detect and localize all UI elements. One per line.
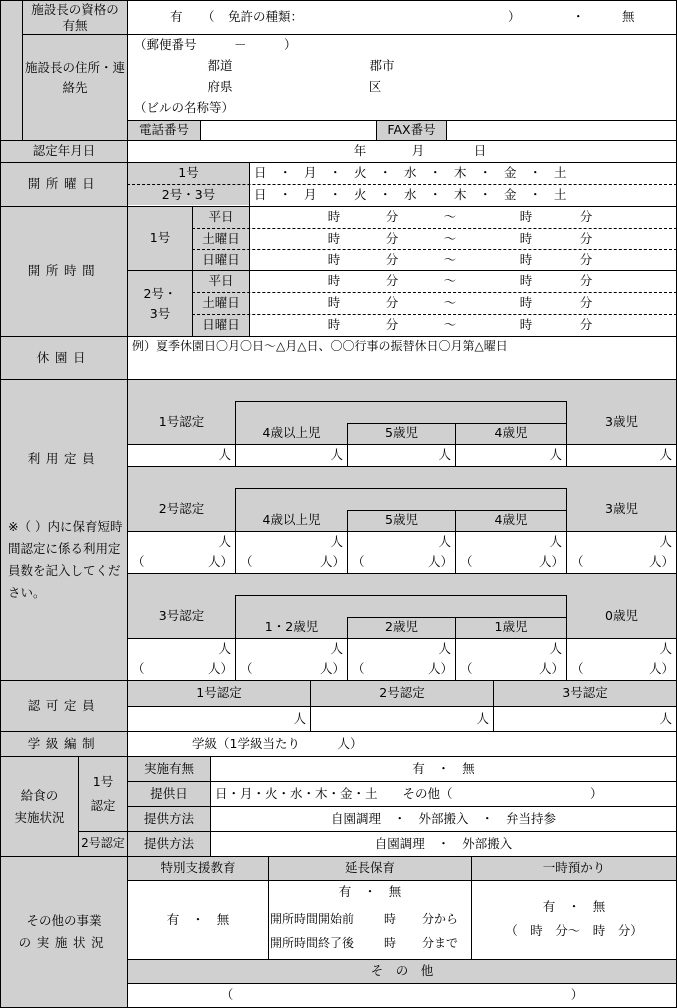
director-address-label-text: 施設長の住所・連絡先	[25, 59, 126, 95]
cap3-age-sub1: 2歳児	[385, 619, 418, 635]
open-hours-start-hour[interactable]: 時	[327, 231, 341, 247]
cap1-group-label: 1号認定	[158, 414, 205, 430]
paren-open: （	[571, 660, 584, 676]
cap3-short-value-0[interactable]	[128, 659, 235, 679]
open-hours-start-hour[interactable]: 時	[327, 317, 341, 333]
cap3-value-2[interactable]: 人	[438, 640, 451, 656]
other-label: そ の 他	[370, 963, 434, 979]
extended-before-from: 分から	[422, 912, 459, 927]
meals-method1-label: 提供方法	[143, 810, 194, 826]
director-qualification-label	[23, 1, 127, 34]
cert-year[interactable]: 年	[353, 143, 367, 159]
open-hours-end-hour[interactable]: 時	[519, 295, 533, 311]
paren-close: ）	[508, 9, 521, 25]
extended-before-label: 開所時間開始前	[270, 912, 355, 927]
open-days-group1: 1号	[178, 165, 199, 181]
cert-month[interactable]: 月	[411, 143, 425, 159]
paren-close-unit: 人）	[207, 553, 233, 569]
cap1-value-1[interactable]: 人	[330, 446, 343, 462]
meals-label-line1: 給食の	[20, 787, 59, 803]
cap3-short-value-4[interactable]	[567, 659, 676, 679]
open-hours-end-minute[interactable]: 分	[579, 209, 593, 225]
open-hours-start-minute[interactable]: 分	[385, 209, 399, 225]
closed-days-example[interactable]: 例）夏季休園日〇月〇日～△月△日、〇〇行事の振替休日〇月第△曜日	[132, 339, 508, 353]
capacity-note: ※（ ）内に保育短時間認定に係る利用定員数を記入してください。	[8, 519, 123, 600]
city-line1: 郡市	[369, 57, 395, 73]
open-hours-end-hour[interactable]: 時	[519, 231, 533, 247]
paren-open: （	[460, 553, 473, 569]
other-services-label-line1: その他の事業	[26, 913, 102, 928]
separator-dot: ・	[572, 9, 585, 25]
special-support-label: 特別支援教育	[160, 860, 236, 876]
cert-date-label: 認定年月日	[32, 143, 96, 159]
fax-input[interactable]	[447, 121, 676, 140]
cap2-age-sub1: 5歳児	[385, 512, 418, 528]
postal-code[interactable]: （郵便番号 － ）	[134, 36, 297, 52]
open-hours-end-hour[interactable]: 時	[519, 317, 533, 333]
other-value[interactable]: （ ）	[220, 987, 584, 1003]
cap3-short-value-1[interactable]	[236, 659, 347, 679]
cap2-short-value-2[interactable]	[348, 552, 455, 572]
paren-close-unit: 人）	[427, 660, 453, 676]
cap2-short-value-4[interactable]	[567, 552, 676, 572]
open-hours-start-minute[interactable]: 分	[385, 252, 399, 268]
open-hours-row-label: 平日	[208, 209, 234, 225]
cap1-age-sub2: 4歳児	[494, 425, 528, 441]
open-days-label: 開所曜日	[27, 176, 101, 192]
cert-day[interactable]: 日	[473, 143, 487, 159]
approved-label: 認可定員	[27, 697, 101, 713]
open-hours-start-hour[interactable]: 時	[327, 252, 341, 268]
open-hours-tilde: ～	[443, 231, 457, 247]
paren-close-unit: 人）	[538, 660, 564, 676]
license-type-label: 免許の種類：	[228, 9, 304, 25]
paren-close-unit: 人）	[648, 553, 674, 569]
open-hours-tilde: ～	[443, 252, 457, 268]
closed-days-label: 休園日	[36, 349, 92, 365]
meals-method2-value[interactable]: 自園調理 ・ 外部搬入	[374, 835, 513, 851]
cap3-group-label: 3号認定	[158, 608, 205, 624]
other-services-label-line2: の実施状況	[18, 935, 110, 950]
other-services-label	[1, 857, 127, 1007]
extended-before-row[interactable]	[266, 909, 471, 931]
open-hours-end-minute[interactable]: 分	[579, 252, 593, 268]
open-hours-tilde: ～	[443, 209, 457, 225]
phone-label: 電話番号	[138, 122, 189, 138]
open-hours-end-hour[interactable]: 時	[519, 273, 533, 289]
open-hours-end-hour[interactable]: 時	[519, 252, 533, 268]
cap1-value-2[interactable]: 人	[438, 446, 451, 462]
paren-open: （	[202, 9, 215, 25]
side-strip	[0, 0, 22, 140]
open-hours-row-label: 日曜日	[202, 252, 240, 268]
open-days-row1-days[interactable]: 日 ・ 月 ・ 火 ・ 水 ・ 木 ・ 金 ・ 土	[254, 165, 567, 181]
extended-care-value[interactable]: 有 ・ 無	[338, 883, 402, 899]
extended-after-hour: 時	[384, 936, 397, 951]
approved-c1: 1号認定	[196, 685, 242, 701]
open-hours-group23-line2: 3号	[149, 305, 171, 321]
cap1-value-0[interactable]: 人	[218, 446, 231, 462]
prefecture-line1: 都道	[207, 57, 233, 73]
extended-care-label: 延長保育	[344, 860, 395, 876]
approved-c2: 2号認定	[379, 685, 425, 701]
director-address-label	[23, 35, 127, 120]
meals-group1-line1: 1号	[92, 774, 114, 789]
cap3-age-last: 0歳児	[605, 608, 638, 624]
cap3-age-main: 1・2歳児	[264, 619, 319, 635]
cap1-age-sub1: 5歳児	[385, 425, 418, 441]
cap2-value-3[interactable]: 人	[549, 533, 562, 549]
paren-close-unit: 人）	[319, 660, 345, 676]
meals-group1	[79, 757, 127, 831]
cap3-short-value-3[interactable]	[456, 659, 566, 679]
meals-group2: 2号認定	[81, 836, 125, 851]
meals-method2-label: 提供方法	[143, 835, 194, 851]
meals-impl-value[interactable]: 有 ・ 無	[412, 760, 475, 776]
open-hours-start-minute[interactable]: 分	[385, 231, 399, 247]
open-hours-tilde: ～	[443, 273, 457, 289]
open-hours-start-minute[interactable]: 分	[385, 273, 399, 289]
director-qualification-label-text: 施設長の資格の有無	[31, 1, 119, 33]
approved-c2-value[interactable]: 人	[476, 710, 489, 726]
open-hours-start-hour[interactable]: 時	[327, 209, 341, 225]
open-hours-tilde: ～	[443, 317, 457, 333]
cap2-short-value-1[interactable]	[236, 552, 347, 572]
cap3-age-sub2: 1歳児	[494, 619, 528, 635]
phone-input[interactable]	[201, 121, 376, 140]
cap1-age-main: 4歳以上児	[262, 425, 321, 441]
open-hours-group23-line1: 2号・	[143, 285, 177, 301]
cap2-value-0[interactable]: 人	[218, 533, 231, 549]
classes-value[interactable]: 学級（1学級当たり 人）	[192, 735, 363, 751]
temporary-care-time[interactable]: （ 時 分～ 時 分）	[505, 922, 643, 938]
open-hours-start-minute[interactable]: 分	[385, 295, 399, 311]
paren-close-unit: 人）	[207, 660, 233, 676]
building-name[interactable]: （ビルの名称等）	[134, 99, 235, 115]
extended-before-hour: 時	[384, 912, 397, 927]
open-hours-end-hour[interactable]: 時	[519, 209, 533, 225]
cap2-short-value-3[interactable]	[456, 552, 566, 572]
open-days-row2-days[interactable]: 日 ・ 月 ・ 火 ・ 水 ・ 木 ・ 金 ・ 土	[254, 187, 567, 203]
open-hours-end-minute[interactable]: 分	[579, 295, 593, 311]
temporary-care-label: 一時預かり	[542, 860, 606, 876]
paren-close-unit: 人）	[319, 553, 345, 569]
qualification-yes[interactable]: 有	[170, 9, 183, 25]
cap1-value-3[interactable]: 人	[549, 446, 562, 462]
meals-days-label: 提供日	[150, 785, 188, 801]
fax-label: FAX番号	[387, 122, 436, 138]
meals-group1-line2: 認定	[90, 798, 116, 813]
prefecture-line2: 府県	[207, 78, 233, 94]
cap1-age-last: 3歳児	[605, 414, 638, 430]
open-hours-start-minute[interactable]: 分	[385, 317, 399, 333]
open-hours-row-label: 土曜日	[202, 295, 240, 311]
open-days-group23: 2号・3号	[161, 187, 216, 203]
approved-c3-value[interactable]: 人	[659, 710, 672, 726]
open-hours-label: 開所時間	[27, 263, 101, 279]
cap3-value-4[interactable]: 人	[659, 640, 672, 656]
open-hours-end-minute[interactable]: 分	[579, 317, 593, 333]
cap2-group-label: 2号認定	[158, 501, 205, 517]
cap2-short-value-0[interactable]	[128, 552, 235, 572]
capacity-label: 利用定員	[27, 450, 101, 466]
temporary-care-value[interactable]: 有 ・ 無	[542, 898, 606, 914]
approved-c1-value[interactable]: 人	[293, 710, 306, 726]
cap3-short-value-2[interactable]	[348, 659, 455, 679]
paren-open: （	[571, 553, 584, 569]
paren-open: （	[352, 553, 365, 569]
extended-after-row[interactable]	[266, 933, 471, 955]
meals-label-line2: 実施状況	[14, 809, 65, 825]
open-hours-end-minute[interactable]: 分	[579, 273, 593, 289]
extended-after-label: 開所時間終了後	[270, 936, 355, 951]
approved-c3: 3号認定	[562, 685, 608, 701]
cap2-age-last: 3歳児	[605, 501, 638, 517]
paren-open: （	[352, 660, 365, 676]
paren-open: （	[132, 553, 145, 569]
open-hours-end-minute[interactable]: 分	[579, 231, 593, 247]
paren-close-unit: 人）	[538, 553, 564, 569]
cap2-value-4[interactable]: 人	[659, 533, 672, 549]
meals-method1-value[interactable]: 自園調理 ・ 外部搬入 ・ 弁当持参	[330, 810, 556, 826]
open-hours-row-label: 土曜日	[202, 231, 240, 247]
cap2-age-sub2: 4歳児	[494, 512, 528, 528]
paren-open: （	[240, 660, 253, 676]
qualification-no[interactable]: 無	[622, 9, 635, 25]
paren-open: （	[132, 660, 145, 676]
open-hours-group1: 1号	[149, 230, 171, 246]
paren-open: （	[240, 553, 253, 569]
open-hours-start-hour[interactable]: 時	[327, 295, 341, 311]
cap3-value-3[interactable]: 人	[549, 640, 562, 656]
extended-after-until: 分まで	[422, 936, 459, 951]
cap3-value-1[interactable]: 人	[330, 640, 343, 656]
open-hours-start-hour[interactable]: 時	[327, 273, 341, 289]
cap2-value-1[interactable]: 人	[330, 533, 343, 549]
open-hours-row-label: 日曜日	[202, 317, 240, 333]
special-support-value[interactable]: 有 ・ 無	[166, 911, 230, 927]
paren-close-unit: 人）	[427, 553, 453, 569]
meals-label	[1, 757, 78, 856]
meals-days-value[interactable]: 日・月・火・水・木・金・土 その他（ ）	[215, 785, 603, 801]
open-hours-group23	[128, 271, 192, 336]
open-hours-tilde: ～	[443, 295, 457, 311]
classes-label: 学級編制	[27, 735, 101, 751]
director-qualification-value	[140, 1, 677, 34]
paren-close-unit: 人）	[648, 660, 674, 676]
cap2-age-main: 4歳以上児	[262, 512, 321, 528]
open-hours-row-label: 平日	[208, 273, 234, 289]
city-line2: 区	[368, 78, 382, 94]
meals-impl-label: 実施有無	[143, 760, 194, 776]
paren-open: （	[460, 660, 473, 676]
cap1-value-4[interactable]: 人	[659, 446, 672, 462]
cap2-value-2[interactable]: 人	[438, 533, 451, 549]
cap3-value-0[interactable]: 人	[218, 640, 231, 656]
